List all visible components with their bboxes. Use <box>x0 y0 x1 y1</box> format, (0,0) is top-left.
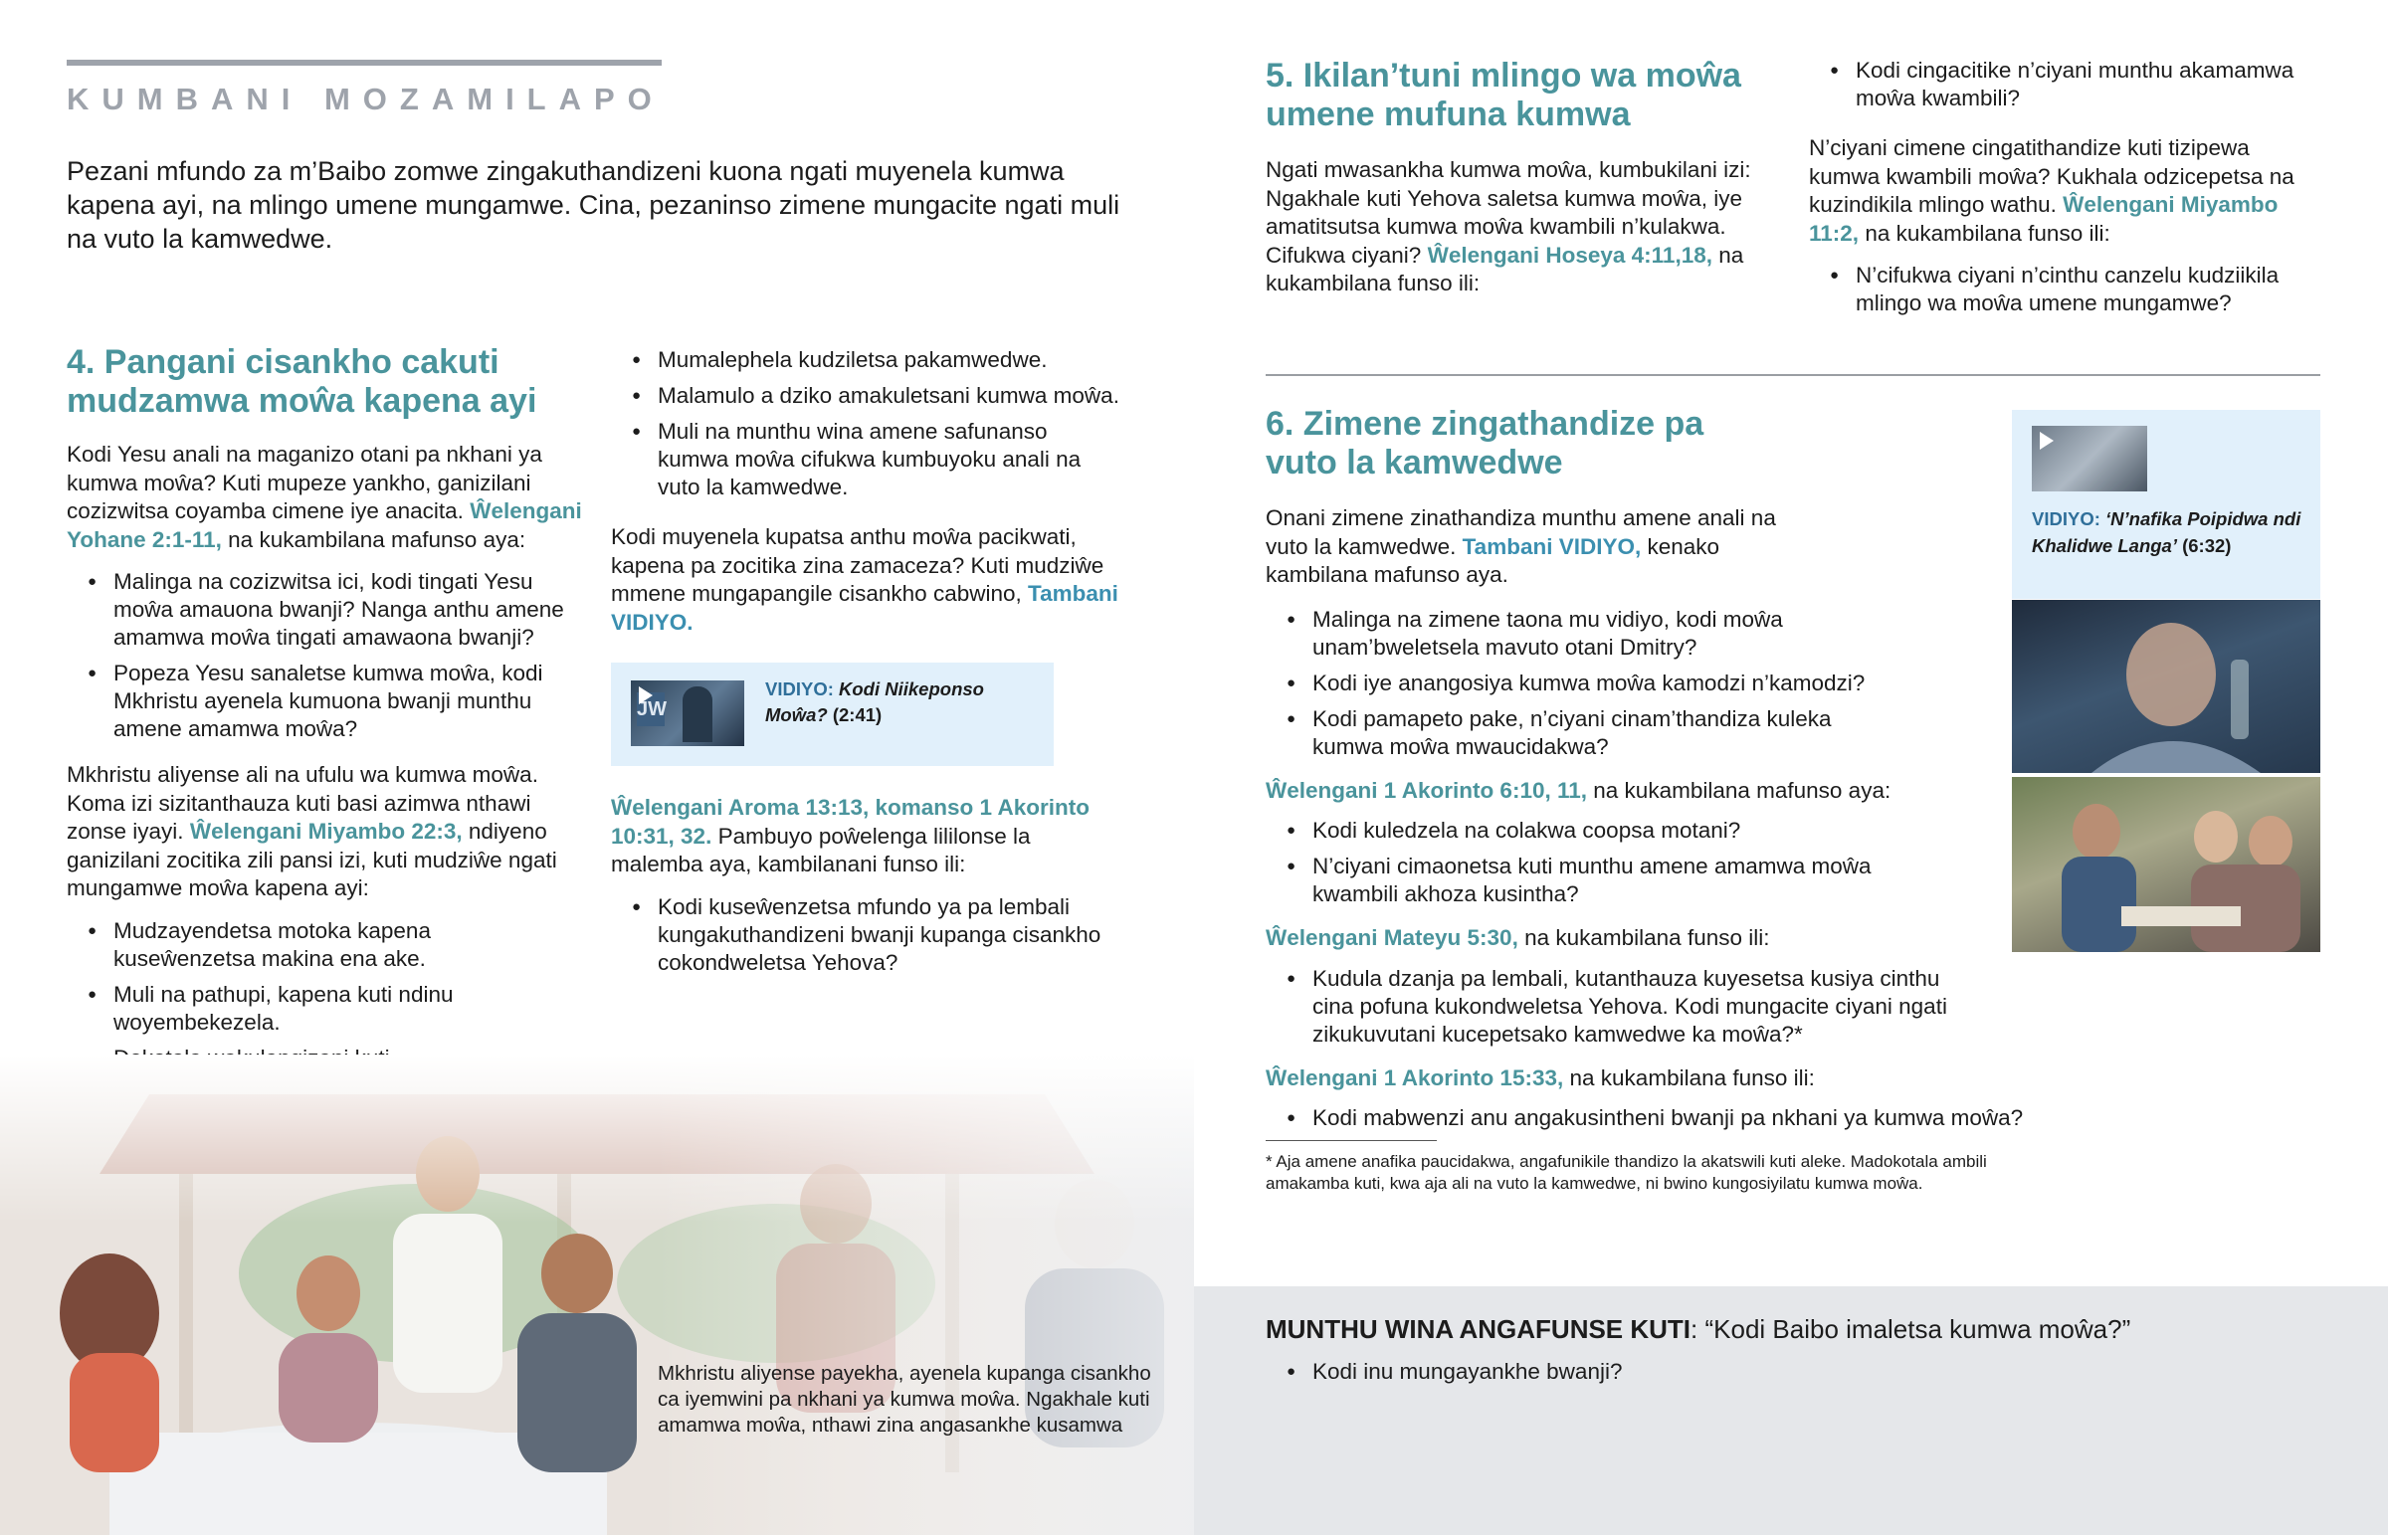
list-item: ● Malinga na cozizwitsa ici, kodi tingati Yesu moŵa amauona bwanji? Nanga anthu amene amamwa moŵa tingati amawaona bwanji? <box>67 568 584 652</box>
kicker-bar <box>67 60 662 66</box>
video-thumbnail[interactable] <box>2032 426 2147 491</box>
play-icon <box>639 686 653 704</box>
s4-paragraph-3: Kodi muyenela kupatsa anthu moŵa pacikwati, kapena pa zocitika zina zamaceza? Kuti mudziŵe mmene mungapangile cisankho cabwino, Tambani VIDIYO. <box>611 524 1118 635</box>
s4-ref-aroma[interactable]: Ŵelengani Aroma 13:13, komanso 1 Akorinto 10:31, 32. <box>611 795 1090 849</box>
s5-paragraph-2: N’ciyani cimene cingatithandize kuti tizipewa kumwa kwambili moŵa? Kukhala odzicepetsa na kuzindikila mlingo wathu. Ŵelengani Miyambo 11:2, na kukambilana funso ili: <box>1809 135 2294 246</box>
s6-bullets-3 <box>1266 965 1952 1049</box>
s6-video-link[interactable]: Tambani VIDIYO, <box>1462 533 1642 559</box>
list-item: ● Kodi inu mungayankhe bwanji? <box>1266 1358 2161 1386</box>
list-item: ● Kodi iye anangosiya kumwa moŵa kamodzi n’kamodzi? <box>1266 670 1902 697</box>
still-figures <box>2012 777 2320 952</box>
presenter-figure <box>683 686 712 742</box>
s5-bullets-2 <box>1809 262 2326 317</box>
s4-paragraph-1: Kodi Yesu anali na maganizo otani pa nkhani ya kumwa moŵa? Kuti mupeze yankho, ganizilani cozizwitsa coyamba cimene iye anacita. Ŵelengani Yohane 2:1-11, na kukambilana mafunso aya: <box>67 442 582 552</box>
video-duration: (2:41) <box>832 704 883 725</box>
s5-bullets-1 <box>1809 57 2326 112</box>
s6-ref-akorinto-15[interactable]: Ŵelengani 1 Akorinto 15:33, <box>1266 1064 1564 1090</box>
footer-quote: : “Kodi Baibo imaletsa kumwa moŵa?” <box>1691 1314 2131 1344</box>
list-item: ● Kodi cingacitike n’ciyani munthu akamamwa moŵa kwambili? <box>1809 57 2326 112</box>
section-5-heading: 5. Ikilan’tuni mlingo wa moŵa umene mufuna kumwa <box>1266 57 1741 133</box>
section-6-heading: 6. Zimene zingathandize pa vuto la kamwedwe <box>1266 405 1704 481</box>
section-4-col-a <box>67 343 584 1108</box>
list-item: ● Malinga na zimene taona mu vidiyo, kodi moŵa unam’bweletsela mavuto otani Dmitry? <box>1266 606 1902 662</box>
s6-ref-mateyu[interactable]: Ŵelengani Mateyu 5:30, <box>1266 925 1518 950</box>
section-5-col-b <box>1809 57 2326 325</box>
restaurant-scene <box>0 1055 1194 1535</box>
s6-bullets-2 <box>1266 817 1902 908</box>
list-item: ● Kodi kuledzela na colakwa coopsa motani? <box>1266 817 1902 845</box>
video-thumbnail[interactable] <box>631 680 744 746</box>
s6-video-caption <box>2032 505 2310 559</box>
list-item: ● Muli na pathupi, kapena kuti ndinu woyembekezela. <box>67 981 465 1037</box>
s4-paragraph-4: Ŵelengani Aroma 13:13, komanso 1 Akorinto 10:31, 32. Pambuyo poŵelenga lililonse la malemba aya, kambilanani funso ili: <box>611 795 1090 876</box>
list-item: ● Malamulo a dziko amakuletsani kumwa moŵa. <box>611 382 1123 410</box>
list-item: ● Kudula dzanja pa lembali, kutanthauza kuyesetsa kusiya cinthu cina pofuna kukondweletsa Yehova. Kodi mungacite ciyani ngati zikukuvutani kucepetsako kamwedwe ka moŵa?* <box>1266 965 1952 1049</box>
jw-logo: JW <box>637 692 665 726</box>
video-duration: (6:32) <box>2182 535 2232 556</box>
list-item: ● Popeza Yesu sanaletse kumwa moŵa, kodi Mkhristu ayenela kumuona bwanji munthu amene amamwa moŵa? <box>67 660 584 743</box>
list-item: ● N’ciyani cimaonetsa kuti munthu amene amamwa moŵa kwambili akhoza kusintha? <box>1266 853 1902 908</box>
video-still-man-drinking <box>2012 600 2320 773</box>
s6-bullets-1 <box>1266 606 1902 761</box>
section-4-col-b <box>611 346 1123 985</box>
list-item: ● Mudzayendetsa motoka kapena kuseŵenzetsa makina ena ake. <box>67 917 465 973</box>
section-5-col-a <box>1266 57 1783 298</box>
footer-bullets <box>1266 1358 2161 1394</box>
s4-video-card[interactable] <box>611 663 1054 766</box>
s4-video-caption <box>765 676 1044 728</box>
list-item: ● Mumalephela kudziletsa pakamwedwe. <box>611 346 1123 374</box>
list-item: ● Kodi mabwenzi anu angakusintheni bwanji pa nkhani ya kumwa moŵa? <box>1266 1104 2062 1132</box>
s6-bullets-4 <box>1266 1104 2062 1132</box>
s4-bullets-1 <box>67 568 584 743</box>
intro-paragraph: Pezani mfundo za m’Baibo zomwe zingakuthandizeni kuona ngati muyenela kumwa kapena ayi, na mlingo umene mungamwe. Cina, pezaninso zimene mungacite ngati muli na vuto la kamwedwe. <box>67 156 1120 254</box>
list-item: ● N’cifukwa ciyani n’cinthu canzelu kudziikila mlingo wa moŵa umene mungamwe? <box>1809 262 2326 317</box>
list-item: ● Kodi kuseŵenzetsa mfundo ya pa lembali kungakuthandizeni bwanji kupanga cisankho cokondweletsa Yehova? <box>611 893 1123 977</box>
video-label: VIDIYO: <box>765 678 834 699</box>
s4-video-link[interactable]: Tambani VIDIYO. <box>611 581 1118 635</box>
restaurant-illustration <box>0 1055 1194 1535</box>
footer-label: MUNTHU WINA ANGAFUNSE KUTI <box>1266 1314 1692 1344</box>
list-item: ● Kodi pamapeto pake, n’ciyani cinam’thandiza kuleka kumwa moŵa mwaucidakwa? <box>1266 705 1902 761</box>
s4-bullets-3 <box>611 346 1123 501</box>
s6-paragraph-2: Ŵelengani 1 Akorinto 6:10, 11, na kukambilana mafunso aya: <box>1266 777 1891 803</box>
video-label: VIDIYO: <box>2032 508 2100 529</box>
list-item: ● Muli na munthu wina amene safunanso kumwa moŵa cifukwa kumbuyoku anali na vuto la kamwedwe. <box>611 418 1123 501</box>
section-6-main <box>1266 405 2062 1195</box>
still-figure <box>2012 600 2320 773</box>
s6-paragraph-1: Onani zimene zinathandiza munthu amene anali na vuto la kamwedwe. Tambani VIDIYO, kenako kambilana mafunso aya. <box>1266 505 1776 587</box>
footer-question <box>1266 1312 2130 1346</box>
s6-ref-akorinto-6[interactable]: Ŵelengani 1 Akorinto 6:10, 11, <box>1266 777 1588 803</box>
s4-ref-yohane[interactable]: Ŵelengani Yohane 2:1-11, <box>67 498 582 552</box>
section-divider <box>1266 374 2320 376</box>
footnote: * Aja amene anafika paucidakwa, angafunikile thandizo la akatswili kuti aleke. Madokotala ambili amakamba kuti, kwa aja ali na vuto la kamwedwe, ni bwino kungosiyilatu kumwa moŵa. <box>1266 1152 1987 1193</box>
s4-bullets-4 <box>611 893 1123 977</box>
play-icon <box>2040 432 2054 450</box>
s5-ref-hoseya[interactable]: Ŵelengani Hoseya 4:11,18, <box>1427 242 1712 268</box>
section-4-heading: 4. Pangani cisankho cakuti mudzamwa moŵa kapena ayi <box>67 343 537 420</box>
video-title: Kodi Niikeponso Moŵa? <box>765 678 984 725</box>
s4-ref-miyambo[interactable]: Ŵelengani Miyambo 22:3, <box>189 819 463 844</box>
s5-paragraph-1: Ngati mwasankha kumwa moŵa, kumbukilani izi: Ngakhale kuti Yehova saletsa kumwa moŵa, iye amatitsutsa kumwa moŵa kwambili n’kulakwa. Cifukwa ciyani? Ŵelengani Hoseya 4:11,18, na kukambilana funso ili: <box>1266 157 1751 295</box>
s4-paragraph-2: Mkhristu aliyense ali na ufulu wa kumwa moŵa. Koma izi sizitanthauza kuti basi azimwa nthawi zonse iyayi. Ŵelengani Miyambo 22:3, ndiyeno ganizilani zocitika zili pansi izi, kuti mudziŵe ngati mungamwe moŵa kapena ayi: <box>67 762 557 900</box>
footnote-rule <box>1266 1140 1437 1141</box>
illustration-caption: Mkhristu aliyense payekha, ayenela kupanga cisankho ca iyemwini pa nkhani ya kumwa moŵa. Ngakhale kuti amamwa moŵa, nthawi zina angasankhe kusamwa <box>658 1362 1151 1437</box>
s5-ref-miyambo[interactable]: Ŵelengani Miyambo 11:2, <box>1809 192 2279 246</box>
video-still-bible-study <box>2012 777 2320 952</box>
video-title: ‘N’nafika Poipidwa ndi Khalidwe Langa’ <box>2032 508 2301 556</box>
s6-video-card[interactable] <box>2012 410 2320 599</box>
s6-paragraph-4: Ŵelengani 1 Akorinto 15:33, na kukambilana funso ili: <box>1266 1064 1815 1090</box>
s6-paragraph-3: Ŵelengani Mateyu 5:30, na kukambilana funso ili: <box>1266 925 1770 950</box>
discussion-footer <box>1194 1286 2388 1535</box>
kicker-title: KUMBANI MOZAMILAPO <box>67 82 665 116</box>
